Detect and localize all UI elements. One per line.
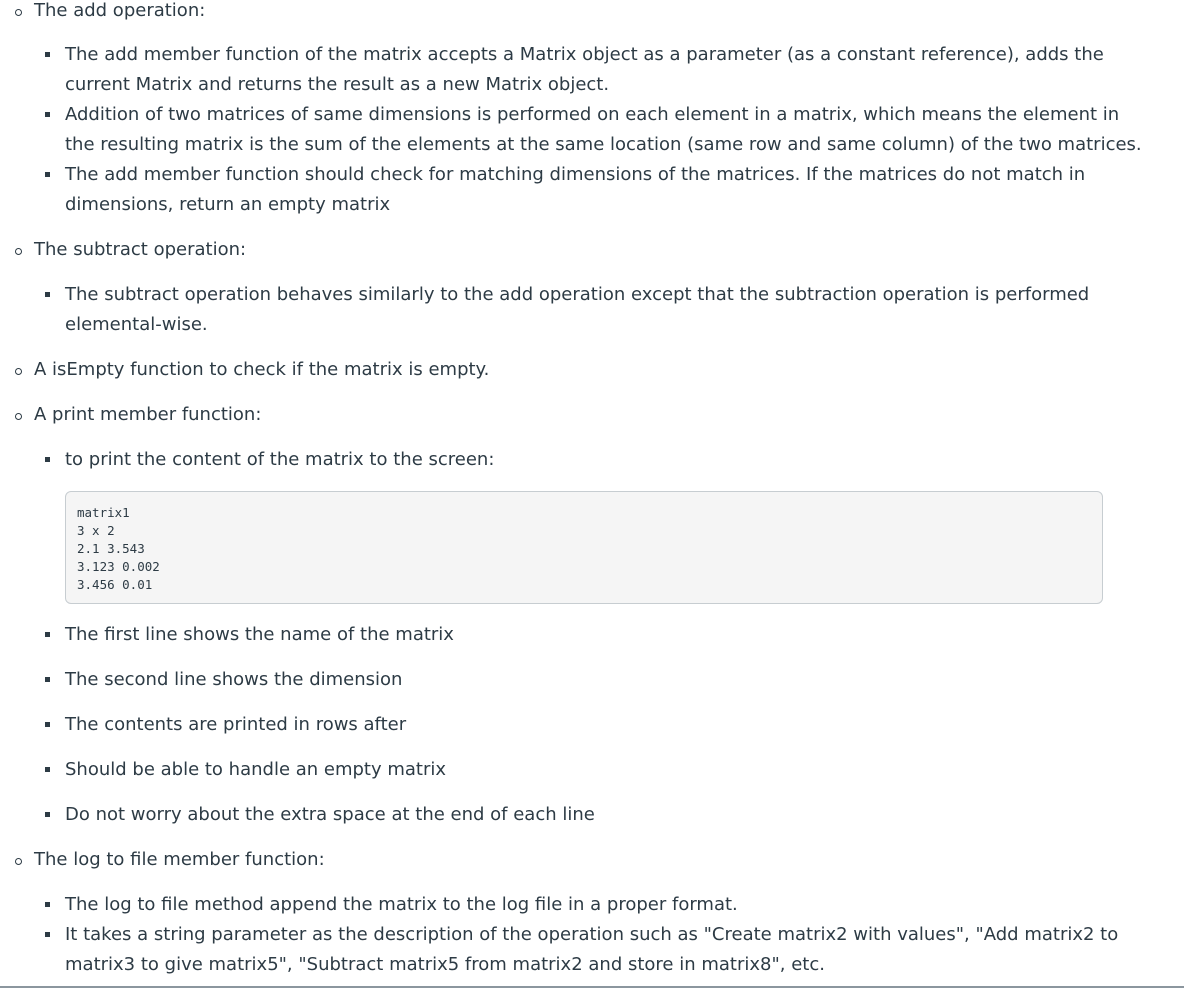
add-operation-item-text: Addition of two matrices of same dimensions is performed on each element in a matrix, which means the element in the resulting matrix is the sum of the elements at the same location (same row and same column) of the two matrices. bbox=[65, 104, 1142, 155]
print-function-item bbox=[65, 665, 1145, 695]
subtract-operation-item-text: The subtract operation behaves similarly to the add operation except that the subtraction operation is performed elemental-wise. bbox=[65, 284, 1090, 335]
print-function-item bbox=[65, 800, 1145, 830]
log-function-item bbox=[65, 920, 1145, 980]
add-operation-item bbox=[65, 160, 1145, 220]
square-bullet-icon bbox=[45, 52, 50, 57]
square-bullet-icon bbox=[45, 457, 50, 462]
add-operation-item bbox=[65, 40, 1145, 100]
circle-bullet-icon bbox=[15, 368, 22, 375]
code-block bbox=[65, 491, 1103, 604]
subtract-operation-item bbox=[65, 280, 1145, 340]
print-function-item bbox=[65, 710, 1145, 740]
circle-bullet-icon bbox=[15, 248, 22, 255]
circle-bullet-icon bbox=[15, 413, 22, 420]
print-function-heading-text: A print member function: bbox=[34, 404, 262, 425]
print-function-item-text: Do not worry about the extra space at the end of each line bbox=[65, 804, 595, 825]
square-bullet-icon bbox=[45, 632, 50, 637]
log-function-item bbox=[65, 890, 1145, 920]
subtract-operation-heading bbox=[34, 239, 246, 261]
add-operation-item-text: The add member function should check for matching dimensions of the matrices. If the matrices do not match in dimensions, return an empty matrix bbox=[65, 164, 1086, 215]
print-function-heading bbox=[34, 404, 261, 426]
print-function-item-text: The contents are printed in rows after bbox=[65, 714, 407, 735]
is-empty-heading-text: A isEmpty function to check if the matrix is empty. bbox=[34, 359, 490, 380]
square-bullet-icon bbox=[45, 902, 50, 907]
add-operation-item bbox=[65, 100, 1145, 160]
square-bullet-icon bbox=[45, 932, 50, 937]
square-bullet-icon bbox=[45, 767, 50, 772]
circle-bullet-icon bbox=[15, 9, 22, 16]
log-function-heading bbox=[34, 849, 325, 871]
square-bullet-icon bbox=[45, 812, 50, 817]
circle-bullet-icon bbox=[15, 858, 22, 865]
print-function-intro bbox=[65, 445, 1145, 475]
square-bullet-icon bbox=[45, 677, 50, 682]
print-function-item-text: The second line shows the dimension bbox=[65, 669, 403, 690]
print-function-item bbox=[65, 755, 1145, 785]
print-function-intro-text: to print the content of the matrix to the screen: bbox=[65, 449, 495, 470]
square-bullet-icon bbox=[45, 722, 50, 727]
print-function-item-text: The first line shows the name of the matrix bbox=[65, 624, 454, 645]
log-function-item-text: It takes a string parameter as the description of the operation such as "Create matrix2 with values", "Add matrix2 to matrix3 to give matrix5", "Subtract matrix5 from matrix2 and store in matrix8", etc. bbox=[65, 924, 1119, 975]
add-operation-heading bbox=[34, 0, 205, 22]
square-bullet-icon bbox=[45, 292, 50, 297]
log-function-item-text: The log to file method append the matrix to the log file in a proper format. bbox=[65, 894, 738, 915]
square-bullet-icon bbox=[45, 172, 50, 177]
add-operation-heading-text: The add operation: bbox=[34, 0, 206, 21]
log-function-heading-text: The log to file member function: bbox=[34, 849, 325, 870]
is-empty-heading bbox=[34, 359, 489, 381]
square-bullet-icon bbox=[45, 112, 50, 117]
print-function-item bbox=[65, 620, 1145, 650]
add-operation-item-text: The add member function of the matrix accepts a Matrix object as a parameter (as a constant reference), adds the current Matrix and returns the result as a new Matrix object. bbox=[65, 44, 1104, 95]
subtract-operation-heading-text: The subtract operation: bbox=[34, 239, 247, 260]
print-function-item-text: Should be able to handle an empty matrix bbox=[65, 759, 447, 780]
code-block-content: matrix1 3 x 2 2.1 3.543 3.123 0.002 3.456 0.01 bbox=[77, 505, 160, 592]
